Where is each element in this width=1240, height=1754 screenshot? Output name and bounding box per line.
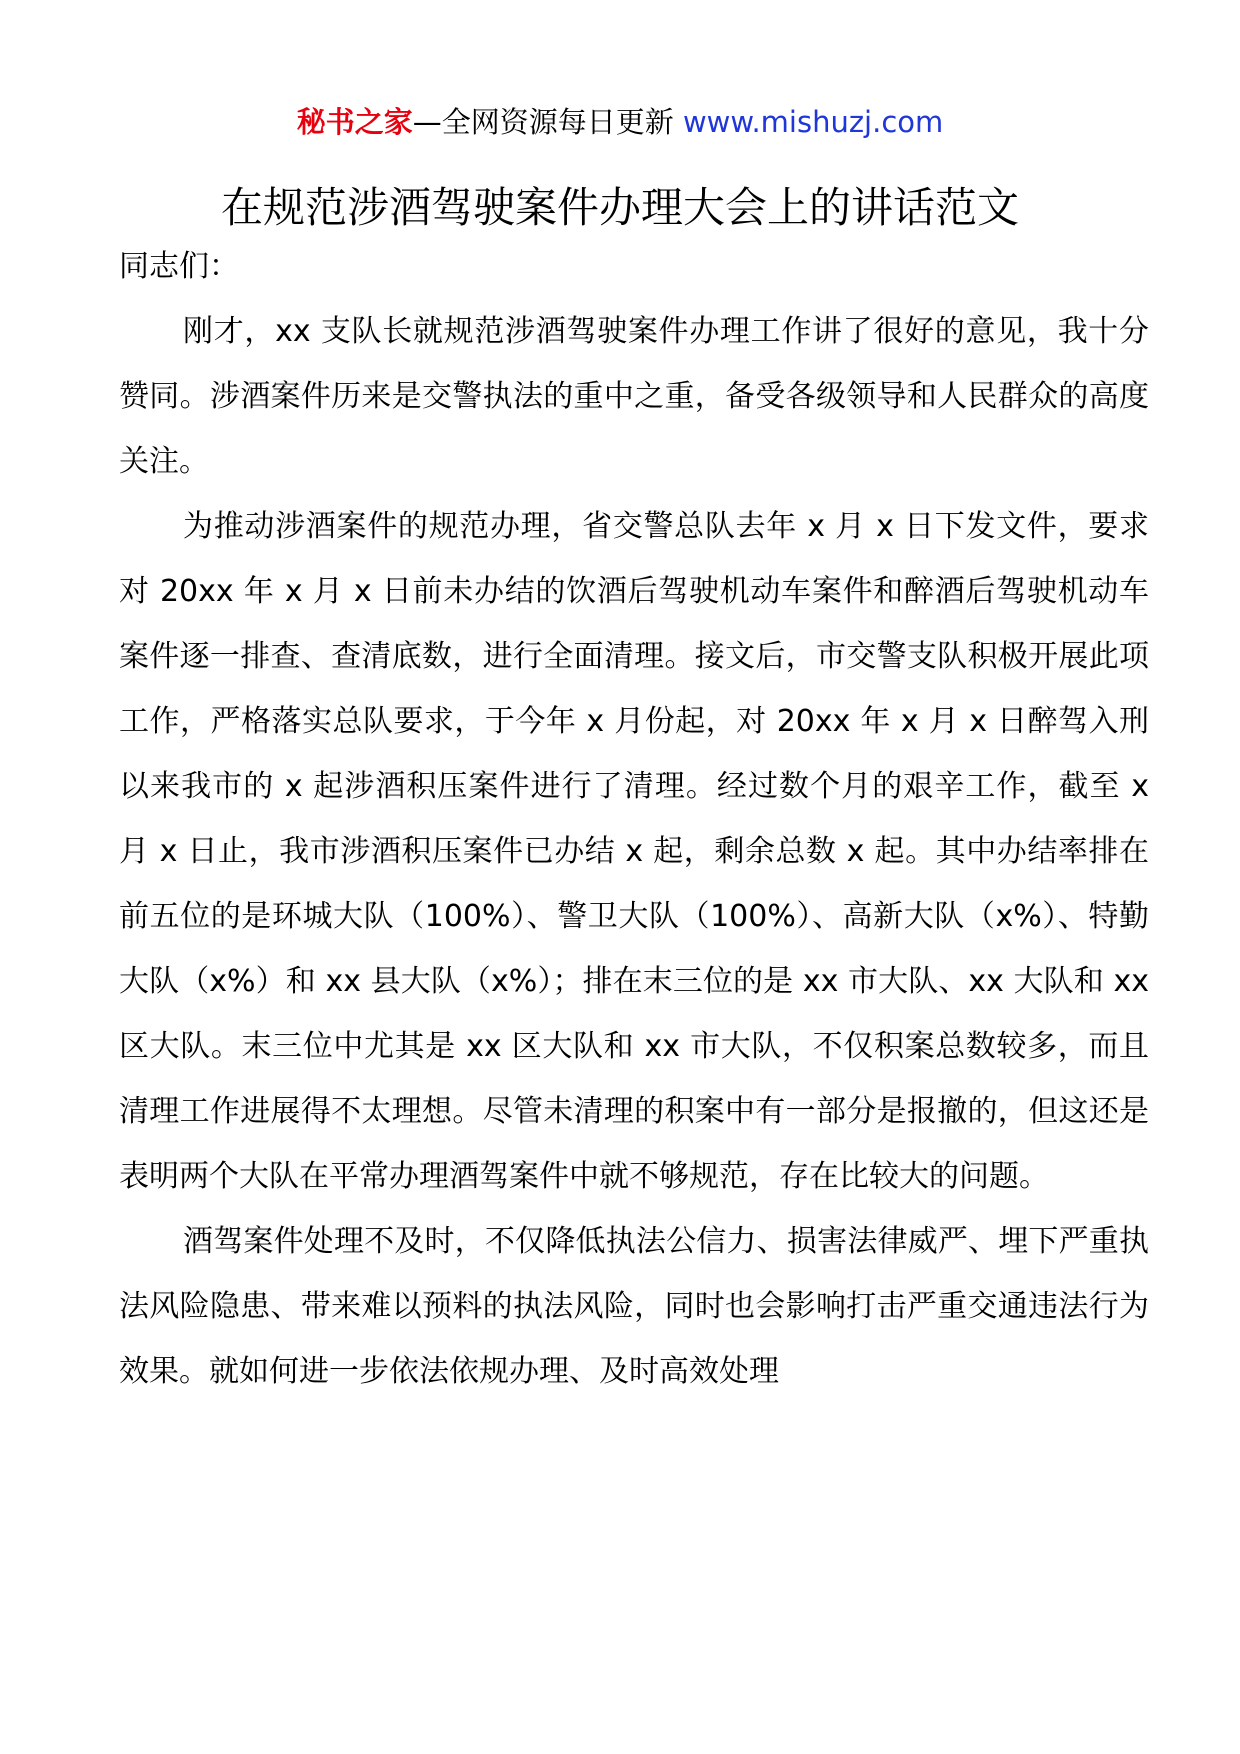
salutation: 同志们： [119, 249, 239, 284]
paragraph: 酒驾案件处理不及时，不仅降低执法公信力、损害法律威严、埋下严重执法风险隐患、带来难以预料的执法风险，同时也会影响打击严重交通违法行为效果。就如何进一步依法依规办理、及时高效处理 [119, 1224, 1149, 1389]
paragraph: 刚才，xx 支队长就规范涉酒驾驶案件办理工作讲了很好的意见，我十分赞同。涉酒案件历来是交警执法的重中之重，备受各级领导和人民群众的高度关注。 [119, 314, 1149, 479]
site-url-link[interactable]: www.mishuzj.com [682, 105, 944, 139]
header-tagline: —全网资源每日更新 [412, 105, 683, 139]
document-body [119, 234, 1149, 1404]
brand-name: 秘书之家 [296, 105, 413, 139]
site-header [0, 100, 1240, 144]
document-title: 在规范涉酒驾驶案件办理大会上的讲话范文 [220, 183, 1019, 232]
paragraph: 为推动涉酒案件的规范办理，省交警总队去年 x 月 x 日下发文件，要求对 20xx 年 x 月 x 日前未办结的饮酒后驾驶机动车案件和醉酒后驾驶机动车案件逐一排查、查清底数，进行全面清理。接文后，市交警支队积极开展此项工作，严格落实总队要求，于今年 x 月份起，对 20xx 年 x 月 x 日醉驾入刑以来我市的 x 起涉酒积压案件进行了清理。经过数个月的艰辛工作，截至 x 月 x 日止，我市涉酒积压案件已办结 x 起，剩余总数 x 起。其中办结率排在前五位的是环城大队（100%）、警卫大队（100%）、高新大队（x%）、特勤大队（x%）和 xx 县大队（x%）；排在末三位的是 xx 市大队、xx 大队和 xx 区大队。末三位中尤其是 xx 区大队和 xx 市大队，不仅积案总数较多，而且清理工作进展得不太理想。尽管未清理的积案中有一部分是报撤的，但这还是表明两个大队在平常办理酒驾案件中就不够规范，存在比较大的问题。 [119, 509, 1149, 1194]
